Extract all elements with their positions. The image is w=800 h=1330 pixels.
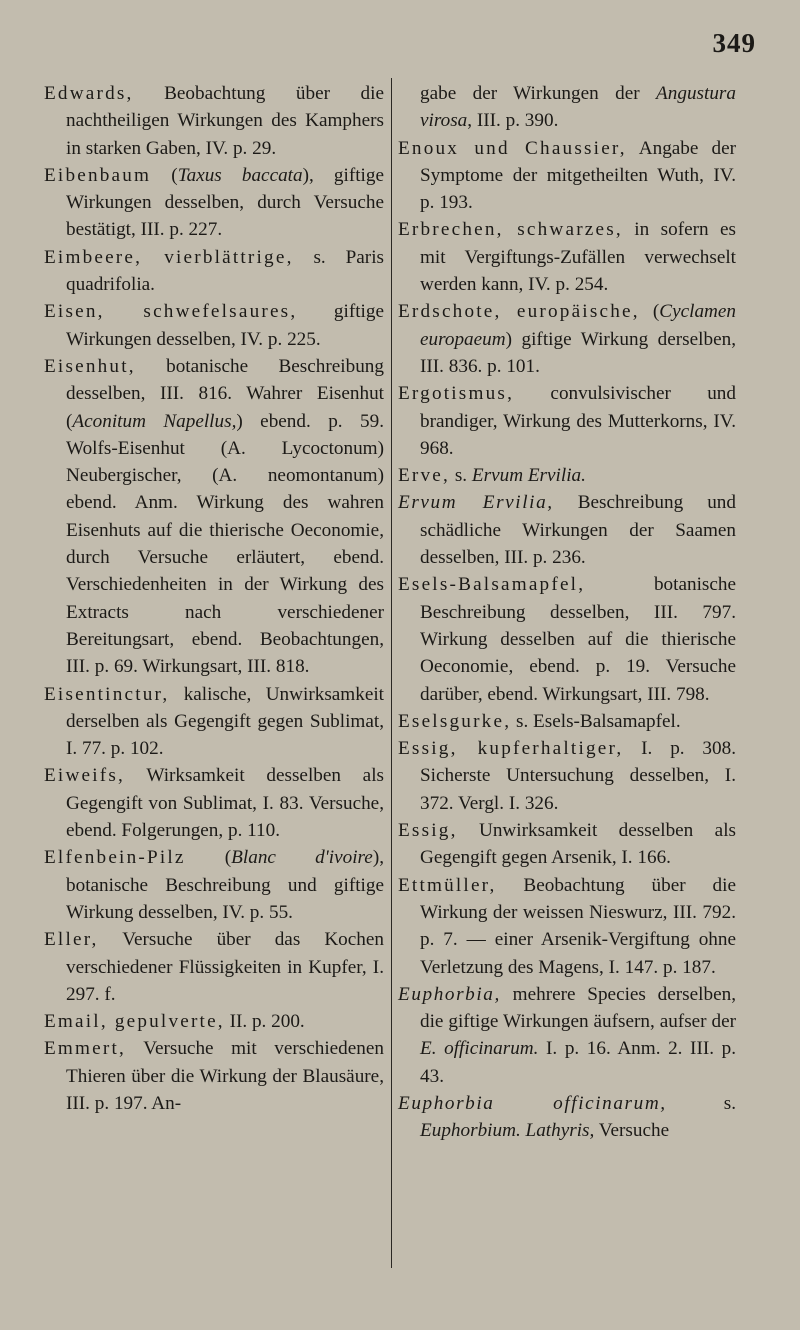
index-entry bbox=[398, 571, 736, 707]
entry-headword: Esels-Balsamapfel, bbox=[398, 574, 586, 596]
entry-headword: Essig, kupferhaltiger, bbox=[398, 738, 624, 760]
entry-text: , III. p. 390. bbox=[467, 110, 559, 132]
entry-headword: Emmert, bbox=[44, 1038, 127, 1060]
entry-text: ), giftige Wirkungen desselben, durch Versuche bestätigt, III. p. 227. bbox=[66, 164, 385, 241]
index-entry bbox=[398, 380, 736, 462]
entry-text: ( bbox=[639, 301, 660, 323]
entry-text: ) ebend. p. 59. Wolfs-Eisenhut (A. Lycoctonum) Neubergischer, (A. neomontanum) ebend. Anm. Wirkung des wahren Eisenhuts auf die thierische Oeconomie, durch Versuche erläutert, ebend. Verschiedenheiten in der Wirkung des Extracts nach verschiedener Bereitungsart, ebend. Beobachtungen, III. p. 69. Wirkungsart, III. 818. bbox=[66, 410, 384, 678]
entry-headword: Eselsgurke, bbox=[398, 710, 512, 732]
page-number: 349 bbox=[712, 28, 756, 58]
entry-headword: Edwards, bbox=[44, 83, 134, 104]
index-entry bbox=[44, 162, 384, 244]
entry-headword: Erve, bbox=[398, 465, 451, 487]
entry-text: giftige Wirkungen desselben, IV. p. 225. bbox=[66, 301, 385, 350]
index-column-left bbox=[44, 80, 384, 1117]
entry-text: s. Esels-Balsamapfel. bbox=[511, 710, 681, 732]
entry-headword: Email, gepulverte, bbox=[44, 1011, 225, 1033]
index-entry bbox=[44, 80, 384, 162]
index-entry bbox=[398, 80, 736, 135]
entry-text: Beobachtung über die nachtheiligen Wirkungen des Kamphers in starken Gaben, IV. p. 29. bbox=[66, 83, 384, 159]
entry-headword: Eibenbaum bbox=[44, 164, 152, 186]
index-entry bbox=[44, 298, 384, 353]
entry-text: Angustura virosa bbox=[420, 83, 736, 132]
entry-text: Euphorbium. Lathyris, bbox=[420, 1120, 595, 1142]
index-entry bbox=[44, 844, 384, 926]
index-entry bbox=[44, 1008, 384, 1035]
entry-text: ( bbox=[185, 847, 232, 869]
entry-headword: Eisenhut, bbox=[44, 355, 136, 377]
index-entry bbox=[44, 762, 384, 844]
entry-text: gabe der Wirkungen der bbox=[420, 83, 657, 104]
entry-text: Unwirksamkeit desselben als Gegengift gegen Arsenik, I. 166. bbox=[420, 820, 736, 869]
entry-headword: Elfenbein-Pilz bbox=[44, 847, 186, 869]
entry-text: kalische, Unwirksamkeit derselben als Gegengift gegen Sublimat, I. 77. p. 102. bbox=[66, 683, 384, 760]
entry-headword: Essig, bbox=[398, 820, 458, 842]
entry-text: Versuche über das Kochen verschiedener Flüssigkeiten in Kupfer, I. 297. f. bbox=[66, 929, 384, 1005]
entry-headword: Eimbeere, vierblättrige, bbox=[44, 246, 294, 268]
entry-text: s. bbox=[666, 1092, 736, 1114]
index-entry bbox=[398, 981, 736, 1090]
index-entry bbox=[398, 462, 736, 489]
entry-text: Blanc d'ivoire bbox=[231, 847, 373, 869]
entry-text: II. p. 200. bbox=[224, 1011, 305, 1033]
entry-text: s. bbox=[450, 465, 472, 487]
entry-text: I. p. 308. Sicherste Untersuchung desselben, I. 372. Vergl. I. 326. bbox=[420, 738, 737, 814]
entry-text: botanische Beschreibung desselben, III. 816. Wahrer Eisenhut ( bbox=[66, 355, 384, 432]
entry-headword: Euphorbia officinarum, bbox=[398, 1092, 667, 1114]
index-entry bbox=[398, 872, 736, 981]
entry-text: ( bbox=[151, 164, 178, 186]
entry-text: I. p. 16. Anm. 2. III. p. 43. bbox=[420, 1038, 737, 1087]
entry-headword: Erbrechen, schwarzes, bbox=[398, 219, 623, 241]
index-entry bbox=[44, 681, 384, 763]
index-entry bbox=[398, 817, 736, 872]
index-entry bbox=[398, 489, 736, 571]
index-entry bbox=[398, 298, 736, 380]
entry-text: Angabe der Symptome der mitgetheilten Wuth, IV. p. 193. bbox=[420, 137, 736, 214]
entry-headword: Ergotismus, bbox=[398, 383, 515, 405]
entry-text: mehrere Species derselben, die giftige Wirkungen äufsern, aufser der bbox=[420, 983, 736, 1033]
column-divider bbox=[391, 78, 392, 1268]
entry-text: E. officinarum. bbox=[420, 1038, 539, 1060]
entry-headword: Euphorbia, bbox=[398, 983, 501, 1005]
entry-text: ) giftige Wirkung derselben, III. 836. p. 101. bbox=[420, 328, 736, 377]
entry-headword: Ettmüller, bbox=[398, 874, 497, 896]
index-entry bbox=[44, 1035, 384, 1117]
index-entry bbox=[44, 926, 384, 1008]
entry-text: Beschreibung und schädliche Wirkungen der Saamen desselben, III. p. 236. bbox=[420, 492, 736, 569]
entry-text: in sofern es mit Vergiftungs-Zufällen verwechselt werden kann, IV. p. 254. bbox=[420, 219, 737, 296]
entry-text: ), botanische Beschreibung und giftige Wirkung desselben, IV. p. 55. bbox=[66, 847, 385, 923]
entry-text: Beobachtung über die Wirkung der weissen Nieswurz, III. 792. p. 7. — einer Arsenik-Vergiftung ohne Verletzung des Magens, I. 147. p. 187. bbox=[420, 874, 736, 978]
entry-headword: Eller, bbox=[44, 929, 99, 951]
entry-text: s. Paris quadrifolia. bbox=[66, 246, 384, 296]
index-entry bbox=[44, 244, 384, 299]
entry-text: Wirksamkeit desselben als Gegengift von Sublimat, I. 83. Versuche, ebend. Folgerungen, p. 110. bbox=[66, 765, 384, 842]
index-entry bbox=[398, 135, 736, 217]
entry-headword: Ervum Ervilia, bbox=[398, 492, 554, 514]
entry-headword: Eisentinctur, bbox=[44, 683, 170, 705]
entry-headword: Eisen, schwefelsaures, bbox=[44, 301, 298, 323]
index-column-right bbox=[398, 80, 736, 1145]
index-entry bbox=[44, 353, 384, 681]
index-entry bbox=[398, 1090, 736, 1145]
entry-text: Versuche mit verschiedenen Thieren über die Wirkung der Blausäure, III. p. 197. An- bbox=[66, 1038, 384, 1114]
index-entry bbox=[398, 708, 736, 735]
entry-text: Cyclamen europaeum bbox=[420, 301, 737, 350]
entry-text: botanische Beschreibung desselben, III. 797. Wirkung desselben auf die thierische Oeconomie, ebend. p. 19. Versuche darüber, ebend. Wirkungsart, III. 798. bbox=[420, 574, 736, 705]
index-entry bbox=[398, 735, 736, 817]
entry-headword: Enoux und Chaussier, bbox=[398, 137, 627, 159]
entry-text: convulsivischer und brandiger, Wirkung des Mutterkorns, IV. 968. bbox=[420, 383, 736, 459]
entry-text: Ervum Ervilia. bbox=[471, 465, 586, 487]
index-entry bbox=[398, 216, 736, 298]
entry-text: Versuche bbox=[594, 1120, 670, 1142]
entry-text: Aconitum Napellus, bbox=[72, 410, 237, 432]
entry-text: Taxus baccata bbox=[177, 164, 303, 186]
entry-headword: Erdschote, europäische, bbox=[398, 301, 640, 323]
entry-headword: Eiweifs, bbox=[44, 765, 126, 787]
